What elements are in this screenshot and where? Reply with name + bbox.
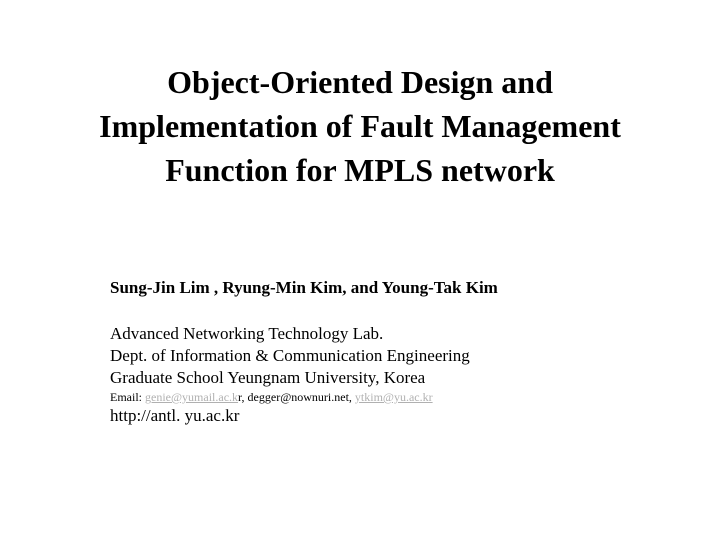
title-line-2: Implementation of Fault Management xyxy=(99,108,621,144)
affiliation-dept: Dept. of Information & Communication Engineering xyxy=(110,346,470,365)
website-url[interactable]: http://antl. yu.ac.kr xyxy=(110,406,240,425)
email-line xyxy=(110,389,433,405)
title-line-1: Object-Oriented Design and xyxy=(167,64,553,100)
author-list: Sung-Jin Lim , Ryung-Min Kim, and Young-Tak Kim xyxy=(110,278,498,297)
affiliation-school: Graduate School Yeungnam University, Korea xyxy=(110,368,426,387)
email-link-genie[interactable]: genie@yumail.ac.k xyxy=(145,390,239,404)
slide-title xyxy=(20,60,700,192)
title-line-3: Function for MPLS network xyxy=(165,152,555,188)
affiliation xyxy=(110,323,470,389)
affiliation-lab: Advanced Networking Technology Lab. xyxy=(110,324,384,343)
email-text-degger: degger@nownuri.net, xyxy=(244,390,355,404)
email-text-tail: r, xyxy=(238,390,245,404)
email-label: Email: xyxy=(110,390,145,404)
email-link-ytkim[interactable]: ytkim@yu.ac.kr xyxy=(354,390,433,404)
